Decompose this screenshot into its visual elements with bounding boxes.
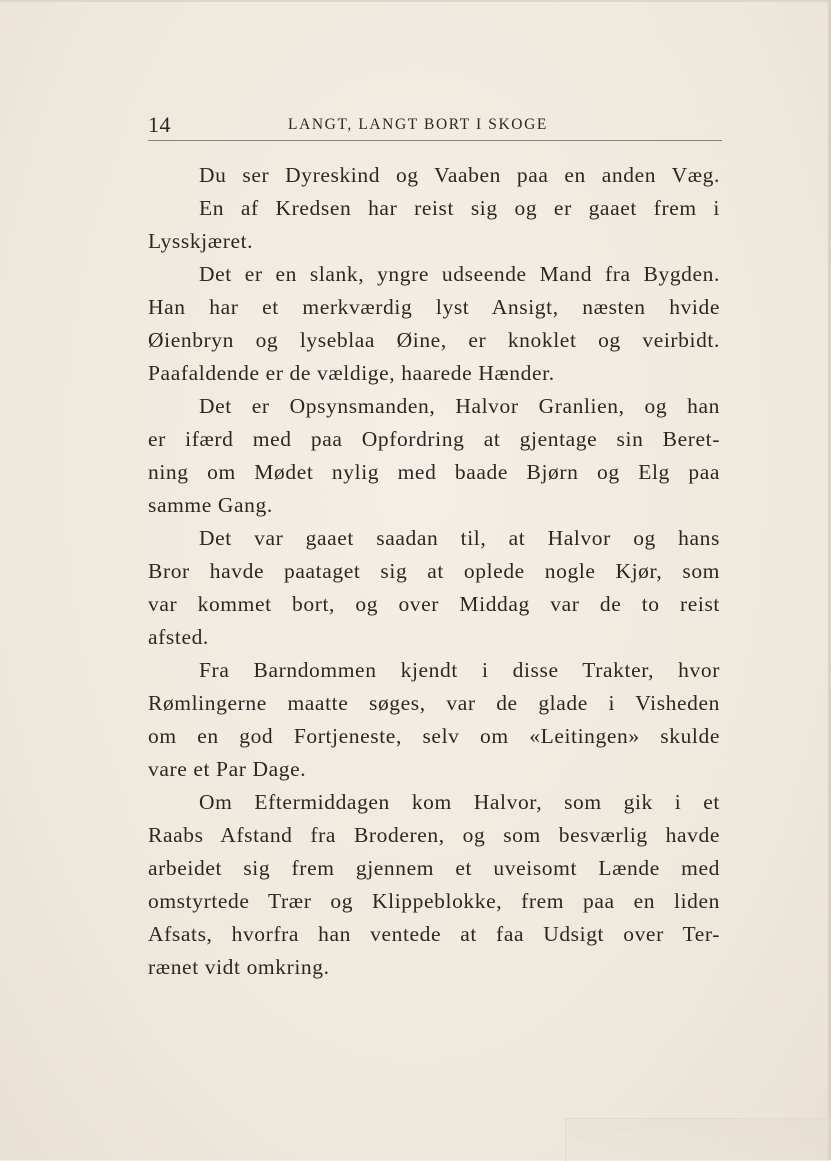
text-line: Øienbryn og lyseblaa Øine, er knoklet og veirbidt.	[148, 328, 720, 352]
text-line: afsted.	[148, 625, 209, 649]
text-line: samme Gang.	[148, 493, 273, 517]
text-line: Om Eftermiddagen kom Halvor, som gik i et	[199, 790, 720, 814]
page-top-edge	[0, 0, 831, 2]
text-line: Han har et merkværdig lyst Ansigt, næsten hvide	[148, 295, 720, 319]
text-line: arbeidet sig frem gjennem et uveisomt Lænde med	[148, 856, 720, 880]
text-line: Paafaldende er de vældige, haarede Hænder.	[148, 361, 555, 385]
running-title: LANGT, LANGT BORT I SKOGE	[288, 116, 548, 133]
text-line: Rømlingerne maatte søges, var de glade i Visheden	[148, 691, 720, 715]
text-line: vare et Par Dage.	[148, 757, 307, 781]
text-line: Raabs Afstand fra Broderen, og som besværlig havde	[148, 823, 720, 847]
text-line: omstyrtede Trær og Klippeblokke, frem paa en liden	[148, 889, 720, 913]
text-line: Bror havde paataget sig at oplede nogle Kjør, som	[148, 559, 720, 583]
text-line: Det er en slank, yngre udseende Mand fra Bygden.	[199, 262, 720, 286]
scan-edge-mark	[565, 1118, 831, 1161]
text-line: Det er Opsynsmanden, Halvor Granlien, og han	[199, 394, 720, 418]
text-line: Afsats, hvorfra han ventede at faa Udsigt over Ter-	[148, 922, 720, 946]
text-line: rænet vidt omkring.	[148, 955, 330, 979]
page-header	[148, 112, 722, 141]
text-line: Det var gaaet saadan til, at Halvor og hans	[199, 526, 720, 550]
text-line: ning om Mødet nylig med baade Bjørn og Elg paa	[148, 460, 720, 484]
text-line: var kommet bort, og over Middag var de to reist	[148, 592, 720, 616]
text-line: Fra Barndommen kjendt i disse Trakter, hvor	[199, 658, 720, 682]
text-line: er ifærd med paa Opfordring at gjentage sin Beret-	[148, 427, 720, 451]
text-line: Du ser Dyreskind og Vaaben paa en anden Væg.	[199, 163, 720, 187]
body-text	[148, 159, 720, 984]
text-line: Lysskjæret.	[148, 229, 254, 253]
page-number: 14	[148, 112, 171, 137]
text-line: En af Kredsen har reist sig og er gaaet frem i	[199, 196, 720, 220]
text-line: om en god Fortjeneste, selv om «Leitingen» skulde	[148, 724, 720, 748]
